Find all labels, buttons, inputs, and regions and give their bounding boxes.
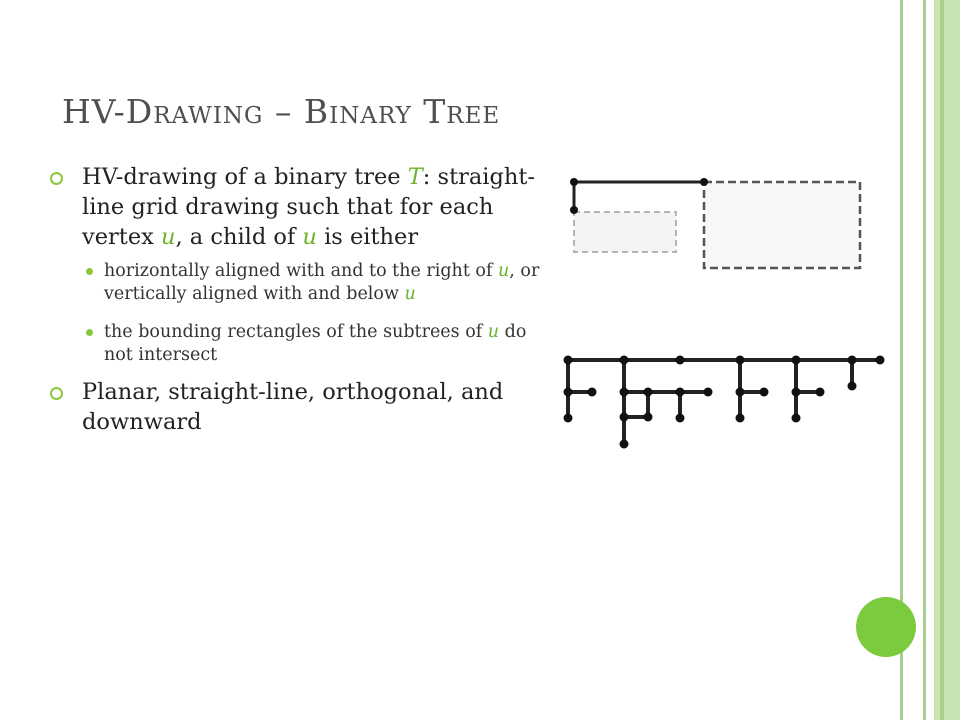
- variable-u: u: [498, 261, 510, 281]
- sub-bullet-bounding-rectangles: [82, 321, 540, 367]
- vertex: [876, 356, 885, 365]
- bullet-text: is either: [316, 224, 419, 250]
- vertex: [792, 356, 801, 365]
- slide-title: HV-Drawing – Binary Tree: [62, 92, 501, 131]
- vertex: [848, 356, 857, 365]
- vertex: [736, 388, 745, 397]
- sub-bullet-list: [82, 260, 540, 367]
- sub-bullet-alignment: [82, 260, 540, 306]
- bullet-properties: [50, 377, 540, 437]
- vertex: [848, 382, 857, 391]
- vertex: [676, 414, 685, 423]
- bullet-text: Planar, straight-line, orthogonal, and downward: [82, 379, 504, 435]
- vertex: [570, 206, 578, 214]
- decorative-green-circle: [856, 597, 916, 657]
- bullet-list: [50, 162, 540, 437]
- bullet-text: , a child of: [175, 224, 303, 250]
- example-hv-drawing: [568, 360, 880, 444]
- vertex: [588, 388, 597, 397]
- vertex: [644, 413, 653, 422]
- vertex: [564, 388, 573, 397]
- vertex: [760, 388, 769, 397]
- stripe: [926, 0, 934, 720]
- stripe: [934, 0, 960, 720]
- variable-u: u: [487, 322, 500, 342]
- vertex: [816, 388, 825, 397]
- vertex: [736, 414, 745, 423]
- vertex: [564, 414, 573, 423]
- right-subtree-box: [704, 182, 860, 268]
- example-vertices: [564, 356, 885, 449]
- variable-t: T: [407, 164, 423, 190]
- vertex: [644, 388, 653, 397]
- vertex: [704, 388, 713, 397]
- sub-bullet-text: , or vertically aligned with and below: [104, 261, 540, 304]
- sub-bullet-text: horizontally aligned with and to the right of: [104, 261, 498, 281]
- bullet-text: HV-drawing of a binary tree: [82, 164, 408, 190]
- vertex: [736, 356, 745, 365]
- vertex: [620, 388, 629, 397]
- bullet-hv-definition: [50, 162, 540, 367]
- hv-tree-diagram: [550, 160, 890, 460]
- vertex: [700, 178, 708, 186]
- vertex: [564, 356, 573, 365]
- vertex: [620, 356, 629, 365]
- variable-u: u: [160, 224, 176, 250]
- bullet-text: : straight-line grid drawing such that for each vertex: [82, 164, 536, 250]
- vertex: [620, 413, 629, 422]
- variable-u: u: [302, 224, 317, 250]
- left-subtree-box: [574, 212, 676, 252]
- sub-bullet-text: the bounding rectangles of the subtrees of: [104, 322, 488, 342]
- schematic-hv-drawing: [570, 178, 860, 268]
- vertex-u: [570, 178, 578, 186]
- stripe: [940, 0, 944, 720]
- vertex: [620, 440, 629, 449]
- vertex: [792, 388, 801, 397]
- sub-bullet-text: do not intersect: [104, 322, 527, 365]
- vertex: [792, 414, 801, 423]
- vertex: [676, 388, 685, 397]
- vertex: [676, 356, 685, 365]
- variable-u: u: [404, 284, 416, 304]
